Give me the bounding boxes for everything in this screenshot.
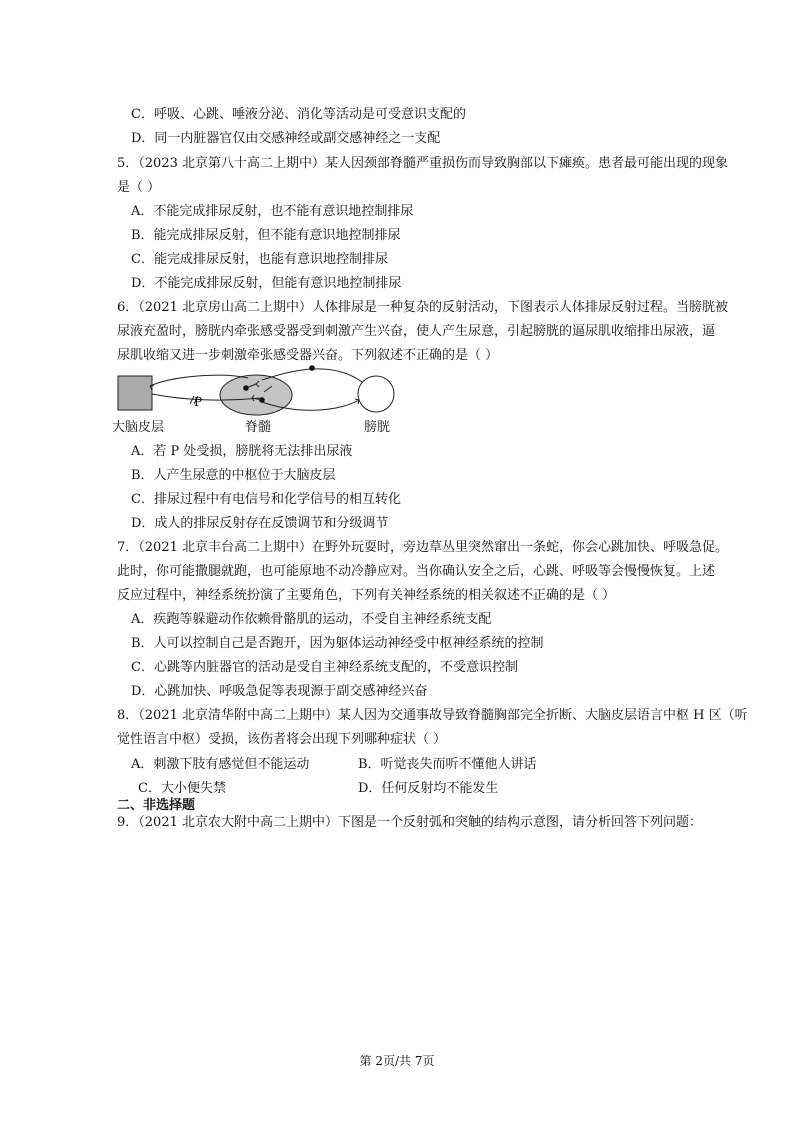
- label-p: P: [194, 395, 203, 409]
- question-8-stem-cont: 觉性语言中枢）受损，该伤者将会出现下列哪种症状（ ）: [117, 732, 447, 747]
- urination-reflex-diagram: [112, 364, 412, 438]
- q5-option-c: C．能完成排尿反射，也能有意识地控制排尿: [131, 252, 388, 267]
- q8-option-b: B．听觉丧失而听不懂他人讲话: [358, 757, 537, 772]
- afferent-ganglion: [309, 365, 315, 371]
- q8-option-c: C．大小便失禁: [138, 781, 226, 796]
- question-5-stem-cont: 是（ ）: [117, 180, 161, 195]
- q7-option-a: A．疾跑等躲避动作依赖骨骼肌的运动，不受自主神经系统支配: [131, 612, 492, 627]
- q5-option-a: A．不能完成排尿反射，也不能有意识地控制排尿: [131, 204, 414, 219]
- question-5-stem: 5．（2023 北京第八十高二上期中）某人因颈部脊髓严重损伤而导致胸部以下瘫痪。患者最可能出现的现象: [117, 156, 728, 171]
- page-footer: 第 2页/共 7页: [359, 1054, 435, 1068]
- q6-option-a: A．若 P 处受损，膀胱将无法排出尿液: [131, 444, 353, 459]
- question-6-stem-cont2: 尿肌收缩又进一步刺激牵张感受器兴奋。下列叙述不正确的是（ ）: [117, 348, 499, 363]
- reflex-arc-figure: [112, 364, 412, 416]
- q6-option-d: D．成人的排尿反射存在反馈调节和分级调节: [131, 516, 389, 531]
- question-8-stem: 8．（2021 北京清华附中高二上期中）某人因为交通事故导致脊髓胸部完全折断、大脑皮层语言中枢 H 区（听: [117, 708, 748, 723]
- question-6-stem-cont: 尿液充盈时，膀胱内牵张感受器受到刺激产生兴奋，使人产生尿意，引起膀胱的逼尿肌收缩排出尿液，逼: [117, 324, 716, 339]
- question-7-stem-cont: 此时，你可能撒腿就跑，也可能原地不动冷静应对。当你确认安全之后，心跳、呼吸等会慢慢恢复。上述: [117, 564, 716, 579]
- q5-option-d: D．不能完成排尿反射，但能有意识地控制排尿: [131, 276, 402, 291]
- section-heading: 二、非选择题: [117, 798, 196, 813]
- q7-option-b: B．人可以控制自己是否跑开，因为躯体运动神经受中枢神经系统的控制: [131, 636, 544, 651]
- label-cerebral-cortex: 大脑皮层: [112, 420, 165, 435]
- spinal-cord-ellipse: [220, 375, 292, 415]
- question-6-stem: 6．（2021 北京房山高二上期中）人体排尿是一种复杂的反射活动，下图表示人体排尿反射过程。当膀胱被: [117, 300, 728, 315]
- q8-option-a: A．刺激下肢有感觉但不能运动: [131, 757, 310, 772]
- question-7-stem-cont2: 反应过程中，神经系统扮演了主要角色，下列有关神经系统的相关叙述不正确的是（ ）: [117, 588, 616, 603]
- q6-option-b: B．人产生尿意的中枢位于大脑皮层: [131, 468, 336, 483]
- label-bladder: 膀胱: [364, 420, 391, 435]
- q5-option-b: B．能完成排尿反射，但不能有意识地控制排尿: [131, 228, 401, 243]
- cerebral-cortex-box: [118, 376, 152, 410]
- label-spinal-cord: 脊髓: [245, 420, 272, 435]
- question-7-stem: 7．（2021 北京丰台高二上期中）在野外玩耍时，旁边草丛里突然窜出一条蛇，你会心跳加快、呼吸急促。: [117, 540, 728, 555]
- q7-option-c: C．心跳等内脏器官的活动是受自主神经系统支配的，不受意识控制: [131, 660, 518, 675]
- question-9-stem: 9．（2021 北京农大附中高二上期中）下图是一个反射弧和突触的结构示意图，请分析回答下列问题：: [117, 815, 702, 830]
- q6-option-c: C．排尿过程中有电信号和化学信号的相互转化: [131, 492, 401, 507]
- q8-option-d: D．任何反射均不能发生: [358, 781, 499, 796]
- bladder-circle: [358, 376, 394, 412]
- option-c: C．呼吸、心跳、唾液分泌、消化等活动是可受意识支配的: [131, 107, 466, 122]
- option-d: D．同一内脏器官仅由交感神经或副交感神经之一支配: [131, 131, 441, 146]
- q7-option-d: D．心跳加快、呼吸急促等表现源于副交感神经兴奋: [131, 684, 428, 699]
